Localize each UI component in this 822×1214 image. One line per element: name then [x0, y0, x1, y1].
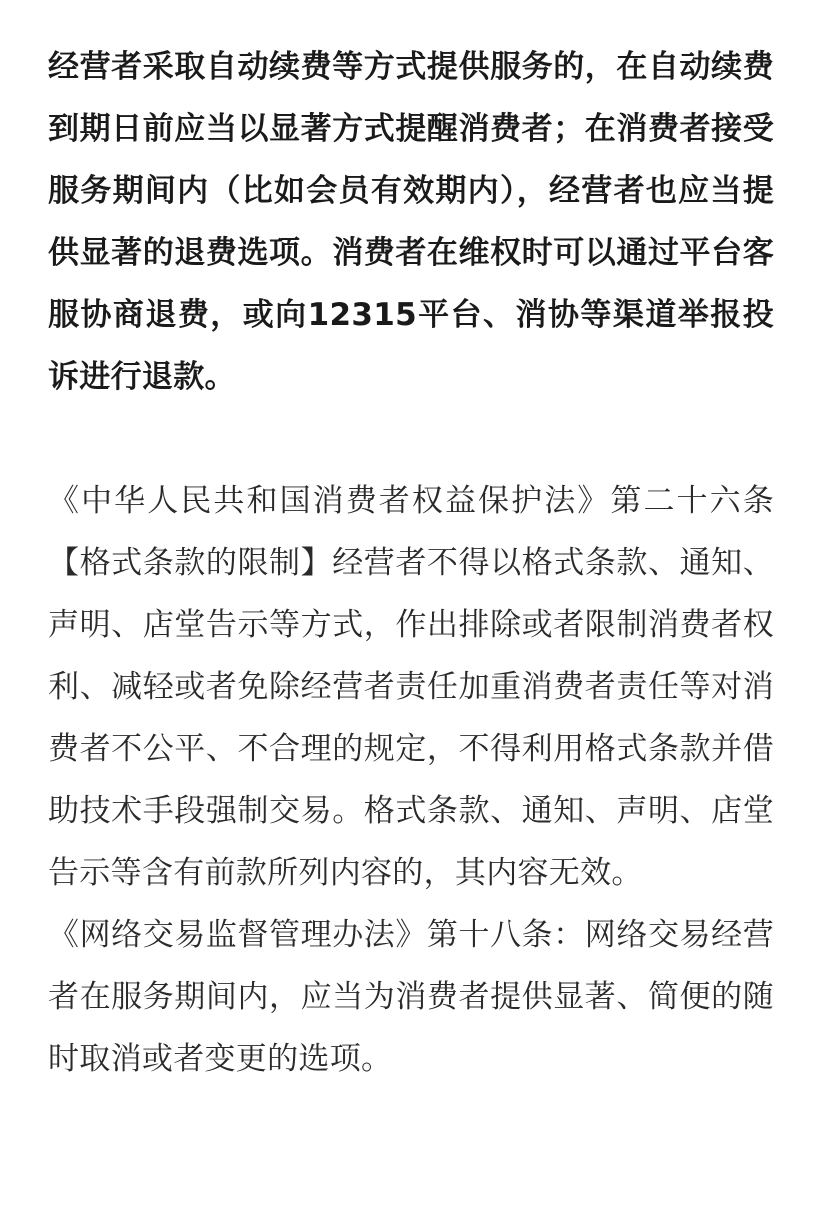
paragraph-spacer	[48, 408, 774, 470]
paragraph-online-trade-rule-article-18: 《网络交易监督管理办法》第十八条：网络交易经营者在服务期间内，应当为消费者提供显著、简便的随时取消或者变更的选项。	[48, 917, 774, 1077]
paragraph-consumer-law-article-26: 《中华人民共和国消费者权益保护法》第二十六条【格式条款的限制】经营者不得以格式条款、通知、声明、店堂告示等方式，作出排除或者限制消费者权利、减轻或者免除经营者责任加重消费者责任等对消费者不公平、不合理的规定，不得利用格式条款并借助技术手段强制交易。格式条款、通知、声明、店堂告示等含有前款所列内容的，其内容无效。	[48, 483, 774, 891]
article-body	[48, 36, 774, 1090]
paragraph-auto-renewal-notice: 经营者采取自动续费等方式提供服务的，在自动续费到期日前应当以显著方式提醒消费者；在消费者接受服务期间内（比如会员有效期内），经营者也应当提供显著的退费选项。消费者在维权时可以通过平台客服协商退费，或向12315平台、消协等渠道举报投诉进行退款。	[48, 49, 774, 395]
